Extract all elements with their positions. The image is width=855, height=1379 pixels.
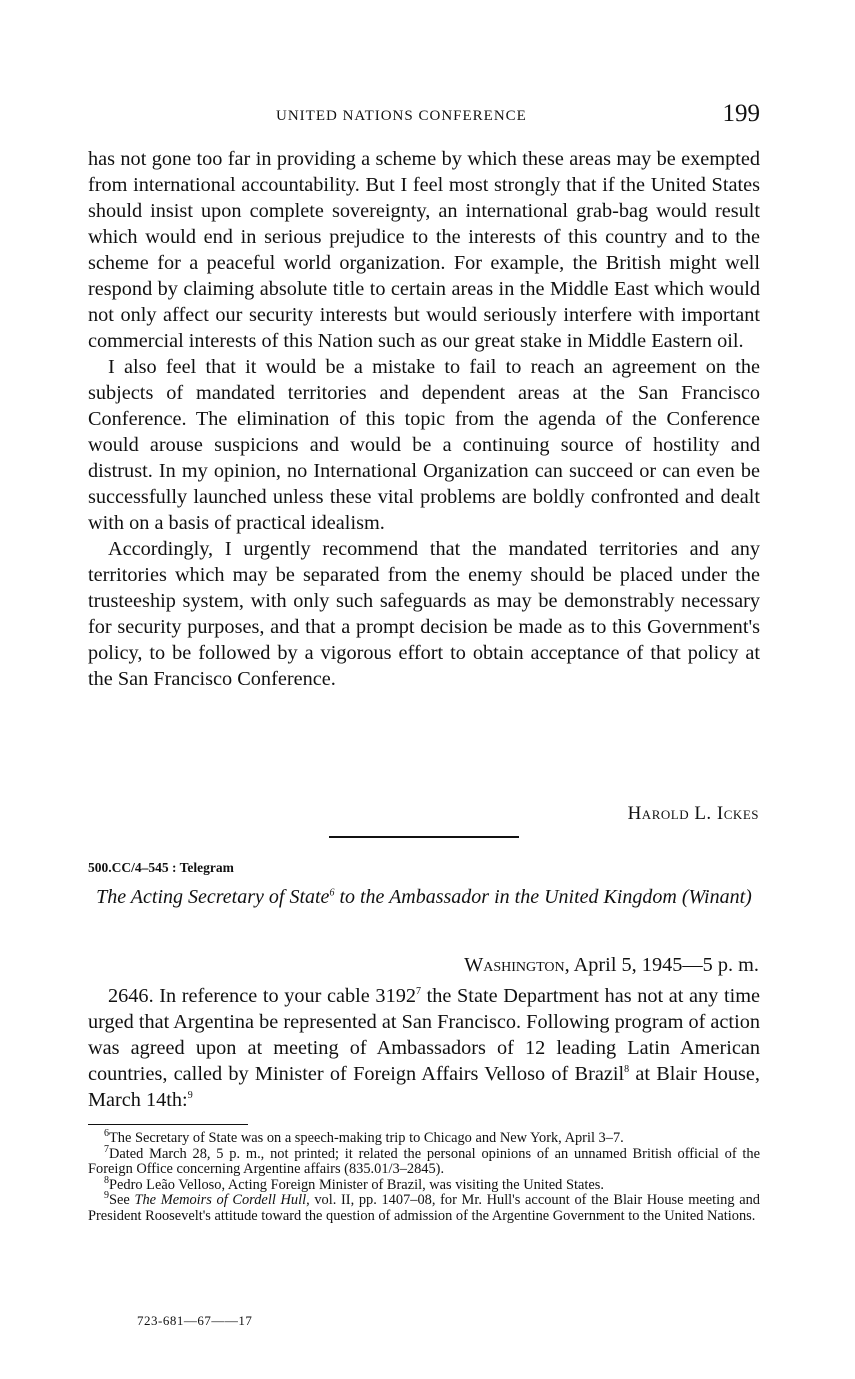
dateline-date: , April 5, 1945—5 p. m. bbox=[564, 954, 759, 976]
footnote-9-book-title: The Memoirs of Cordell Hull bbox=[134, 1192, 307, 1208]
document-heading bbox=[88, 884, 760, 910]
telegram-paragraph bbox=[88, 983, 760, 1113]
footnotes bbox=[88, 1128, 761, 1224]
footnote-6-text: The Secretary of State was on a speech-making trip to Chicago and New York, April 3–7. bbox=[109, 1130, 624, 1146]
footnote-9-text-a: See bbox=[109, 1192, 135, 1208]
file-reference: 500.CC/4–545 : Telegram bbox=[88, 860, 234, 875]
footnote-7-text: Dated March 28, 5 p. m., not printed; it related the personal opinions of an unnamed British official of the Foreign Office concerning Argentine affairs (835.01/3–2845). bbox=[88, 1145, 760, 1177]
footnote-9-text-b: , vol. II, pp. 1407–08, for Mr. Hull's account of the Blair House meeting and President Roosevelt's attitude toward the question of admission of the Argentine Government to the United Nations. bbox=[88, 1192, 761, 1224]
heading-part-2: to the Ambassador in the United Kingdom (Winant) bbox=[334, 886, 752, 908]
footnote-ref-7: 7 bbox=[416, 986, 421, 998]
telegram-text-b: the State Department has not at any time urged that Argentina be represented at San Francisco. Following program of action was agreed upon at meeting of Ambassadors of 12 leading Latin American countries, called by Minister of Foreign Affairs Velloso of Brazil bbox=[88, 985, 760, 1085]
footnote-mark-7: 7 bbox=[104, 1143, 109, 1155]
letter-paragraph-1: has not gone too far in providing a scheme by which these areas may be exempted from international accountability. But I feel most strongly that if the United States should insist upon complete sovereignty, an international grab-bag would result which would end in serious prejudice to the interests of this country and to the scheme for a peaceful world organization. For example, the British might well respond by claiming absolute title to certain areas in the Middle East which would not only affect our security interests but would seriously interfere with important commercial interests of this Nation such as our great stake in Middle Eastern oil. bbox=[88, 148, 760, 352]
footnote-ref-8: 8 bbox=[624, 1064, 630, 1076]
dateline-place: Washington bbox=[464, 954, 565, 976]
letter-body bbox=[88, 146, 760, 692]
telegram-text-c: at Blair House, March 14th: bbox=[88, 1063, 760, 1111]
footnote-mark-9: 9 bbox=[104, 1190, 109, 1202]
running-head bbox=[88, 100, 760, 132]
footnote-mark-8: 8 bbox=[104, 1174, 109, 1186]
footnote-6 bbox=[88, 1128, 760, 1147]
running-title: UNITED NATIONS CONFERENCE bbox=[276, 108, 527, 124]
letter-paragraph-2: I also feel that it would be a mistake to fail to reach an agreement on the subjects of mandated territories and dependent areas at the San Francisco Conference. The elimination of this topic from the agenda of the Conference would arouse suspicions and would be a continuing source of hostility and distrust. In my opinion, no International Organization can succeed or can even be successfully launched unless these vital problems are boldly confronted and dealt with on a basis of practical idealism. bbox=[88, 356, 760, 534]
print-code: 723-681—67——17 bbox=[137, 1313, 253, 1328]
signature: Harold L. Ickes bbox=[627, 803, 759, 824]
footnote-ref-6: 6 bbox=[329, 887, 335, 899]
dateline bbox=[464, 954, 759, 977]
page-number: 199 bbox=[722, 100, 760, 127]
footnote-mark-6: 6 bbox=[104, 1128, 109, 1140]
footnote-8-text: Pedro Leão Velloso, Acting Foreign Minister of Brazil, was visiting the United States. bbox=[109, 1176, 604, 1193]
footnote-rule bbox=[88, 1124, 248, 1125]
footnote-8 bbox=[88, 1174, 760, 1194]
footnote-7 bbox=[88, 1143, 760, 1178]
heading-part-1: The Acting Secretary of State bbox=[96, 886, 330, 908]
telegram-body bbox=[88, 983, 760, 1113]
section-divider bbox=[329, 836, 519, 838]
footnote-ref-9: 9 bbox=[187, 1090, 193, 1102]
footnote-9 bbox=[88, 1190, 761, 1224]
letter-paragraph-3: Accordingly, I urgently recommend that the mandated territories and any territories which may be separated from the enemy should be placed under the trusteeship system, with only such safeguards as may be demonstrably necessary for security purposes, and that a prompt decision be made as to this Government's policy, to be followed by a vigorous effort to obtain acceptance of that policy at the San Francisco Conference. bbox=[88, 538, 760, 690]
telegram-text-a: 2646. In reference to your cable 3192 bbox=[108, 985, 416, 1007]
